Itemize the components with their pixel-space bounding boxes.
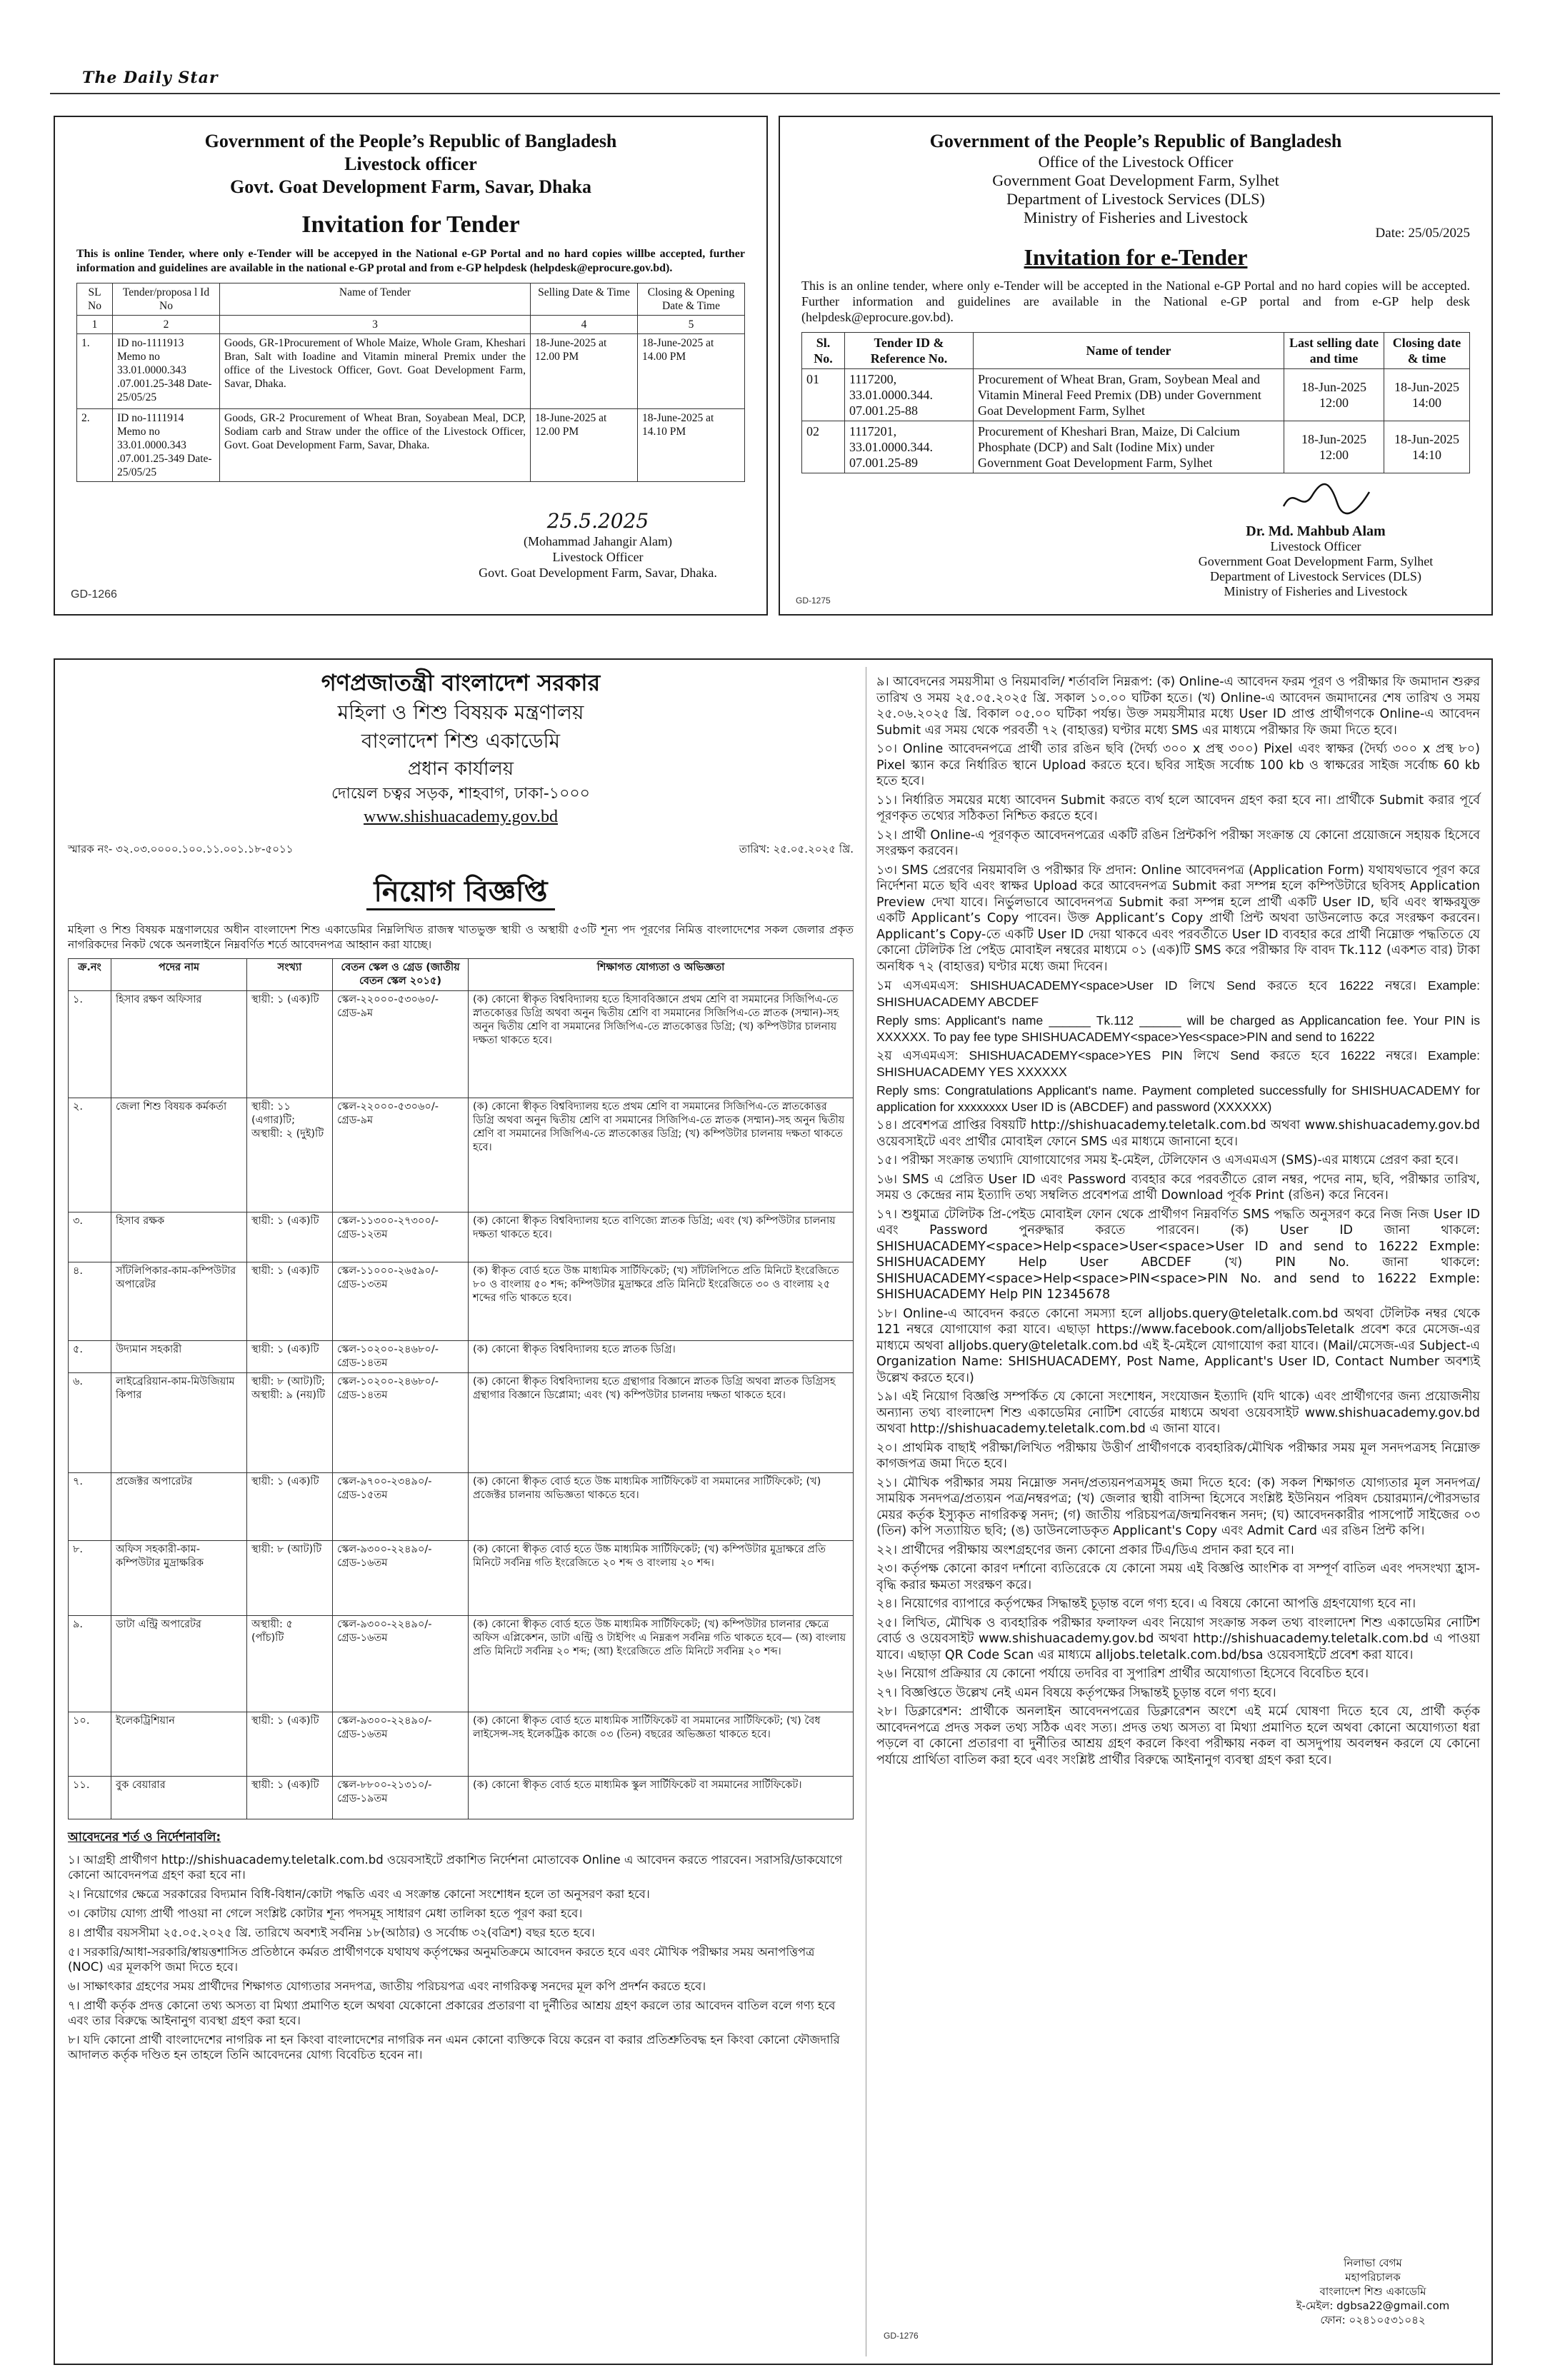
list-item: ১১। নির্ধারিত সময়ের মধ্যে আবেদন Submit করতে ব্যর্থ হলে আবেদন গ্রহণ করা হবে না। প্রার্থীকে Submit করার পূর্বে পূরণকৃত তথ্যের সঠিকতা নিশ্চিত করতে হবে। <box>876 793 1480 823</box>
cell-req: (ক) স্বীকৃত বোর্ড হতে উচ্চ মাধ্যমিক সার্টিফিকেট; (খ) সাঁটলিপিতে প্রতি মিনিটে ইংরেজিতে ৮০ ও বাংলায় ৫০ শব্দ; কম্পিউটার মুদ্রাক্ষরে প্রতি মিনিটে ইংরেজিতে ৩০ ও বাংলায় ২৫ শব্দের গতি থাকতে হবে। <box>469 1262 854 1341</box>
cell-serial: ৪. <box>69 1262 111 1341</box>
ad1-col-sl: SL No <box>77 283 113 316</box>
ad2-signer-name: Dr. Md. Mahbub Alam <box>1246 523 1386 539</box>
ad3-memo-row <box>68 841 854 859</box>
list-item: ৬। সাক্ষাৎকার গ্রহণের সময় প্রার্থীদের শিক্ষাগত যোগ্যতার সনদপত্র, জাতীয় পরিচয়পত্র এবং নাগরিকত্ব সনদের মূল কপি প্রদর্শন করতে হবে। <box>68 1979 706 1993</box>
ad3-signer-name: নিলাভা বেগম <box>1344 2256 1402 2269</box>
ad2-signer-dept: Department of Livestock Services (DLS) <box>1210 569 1421 583</box>
cell-scale: স্কেল-২২০০০-৫৩০৬০/- গ্রেড-৯ম <box>333 1098 469 1212</box>
list-item: ২৭। বিজ্ঞপ্তিতে উল্লেখ নেই এমন বিষয়ে কর্তৃপক্ষের সিদ্ধান্তই চূড়ান্ত বলে গণ্য হবে। <box>876 1685 1276 1700</box>
ad2-farm-line: Government Goat Development Farm, Sylhet <box>992 171 1279 189</box>
ad3-signer-email: ই-মেইল: dgbsa22@gmail.com <box>1296 2299 1450 2312</box>
ad3-conditions <box>68 1828 854 2062</box>
cell-sell: 18-Jun-2025 12:00 <box>1284 369 1384 421</box>
list-item: ২৫। লিখিত, মৌখিক ও ব্যবহারিক পরীক্ষার ফলাফল এবং নিয়োগ সংক্রান্ত সকল তথ্য বাংলাদেশ শিশু একাডেমির নোটিশ বোর্ড ও ওয়েবসাইট www.shishuacademy.gov.bd অথবা http://shishuacademy.teletalk.com.bd এ পাওয়া যাবে। এছাড়া QR Code Scan এর মাধ্যমে alljobs.teletalk.com.bd/bsa ওয়েবসাইটে প্রবেশ করা যাবে। <box>876 1615 1480 1662</box>
ad3-posts-table <box>68 958 854 1819</box>
list-item: ২২। প্রার্থীদের পরীক্ষায় অংশগ্রহণের জন্য কোনো প্রকার টিএ/ডিএ প্রদান করা হবে না। <box>876 1542 1294 1557</box>
ad3-right-column <box>876 674 1480 1771</box>
cell-post: সাঁটলিপিকার-কাম-কম্পিউটার অপারেটর <box>111 1262 247 1341</box>
table-row <box>69 1712 854 1777</box>
ad3-col-count: সংখ্যা <box>247 959 333 991</box>
cell-id: ID no-1111913 Memo no 33.01.0000.343 .07.001.25-348 Date-25/05/25 <box>113 334 220 409</box>
cell-scale: স্কেল-৯৩০০-২২৪৯০/- গ্রেড-১৬তম <box>333 1712 469 1777</box>
ad3-intro: মহিলা ও শিশু বিষয়ক মন্ত্রণালয়ের অধীন বাংলাদেশ শিশু একাডেমির নিম্নলিখিত রাজস্ব খাতভুক্ত স্থায়ী ও অস্থায়ী ৫৩টি শূন্য পদ পূরণের নিমিত্ত বাংলাদেশের সকল জেলার প্রকৃত নাগরিকদের নিকট থেকে অনলাইনে নিম্নবর্ণিত শর্তে আবেদনপত্র আহ্বান করা যাচ্ছে। <box>68 923 854 951</box>
list-item: ১৩। SMS প্রেরণের নিয়মাবলি ও পরীক্ষার ফি প্রদান: Online আবেদনপত্র (Application Form) যথাযথভাবে পূরণ করে নির্দেশনা মতে ছবি এবং স্বাক্ষর Upload করে আবেদনপত্র Submit করা সম্পন্ন হলে কম্পিউটারে ছবিসহ Application Preview দেখা যাবে। নির্ভুলভাবে আবেদনপত্র Submit করা সম্পন্ন হলে প্রার্থী একটি User ID, ছবি এবং স্বাক্ষরযুক্ত একটি Applicant’s Copy পাবেন। উক্ত Applicant’s Copy প্রার্থী প্রিন্ট অথবা ডাউনলোড করে সংরক্ষণ করবেন। Applicant’s Copy-তে একটি User ID দেয়া থাকবে এবং পরবর্তীতে User ID ব্যবহার করে প্রার্থী নিম্নোক্ত পদ্ধতিতে যে কোনো টেলিটক প্রি পেইড মোবাইল নম্বরের মাধ্যমে ০১ (এক)টি SMS করে পরীক্ষার ফি বাবদ Tk.112 (একশত বার) টাকা অনধিক ৭২ (বাহাত্তর) ঘণ্টার মধ্যে জমা দিবেন। <box>876 863 1480 974</box>
ad2-signer-ministry: Ministry of Fisheries and Livestock <box>1224 584 1408 598</box>
ad1-signer-title: Livestock Officer <box>552 550 644 564</box>
cell-serial: ৩. <box>69 1212 111 1262</box>
list-item: ২। নিয়োগের ক্ষেত্রে সরকারের বিদ্যমান বিধি-বিধান/কোটা পদ্ধতি এবং এ সংক্রান্ত কোনো সংশোধন হলে তা অনুসরণ করা হবে। <box>68 1887 650 1901</box>
ad2-gov-line: Government of the People’s Republic of Bangladesh <box>929 131 1342 151</box>
list-item: ১৫। পরীক্ষা সংক্রান্ত তথ্যাদি যোগাযোগের সময় ই-মেইল, টেলিফোন ও এসএমএস (SMS)-এর মাধ্যমে প্রেরণ করা হবে। <box>876 1153 1459 1168</box>
list-item: ২৮। ডিক্লারেশন: প্রার্থীকে অনলাইন আবেদনপত্রের ডিক্লারেশন অংশে এই মর্মে ঘোষণা দিতে হবে যে, প্রার্থী কর্তৃক আবেদনপত্রে প্রদত্ত সকল তথ্য সঠিক এবং সত্য। প্রদত্ত তথ্য অসত্য বা মিথ্যা প্রমাণিত হলে অথবা কোনো অযোগ্যতা ধরা পড়লে বা কোনো প্রতারণা বা দুর্নীতির আশ্রয় গ্রহণ করলে কিংবা পরীক্ষায় নকল বা অসদুপায় অবলম্বন করলে যে কোনো পর্যায়ে প্রার্থিতা বাতিল করা হবে এবং সংশ্লিষ্ট প্রার্থীর বিরুদ্ধে আইনানুগ ব্যবস্থা গ্রহণ করা হবে। <box>876 1704 1480 1767</box>
cell-post: হিসাব রক্ষক <box>111 1212 247 1262</box>
ad2-gd-code: GD-1275 <box>796 596 831 606</box>
cell-count: স্থায়ী: ১ (এক)টি <box>247 991 333 1098</box>
cell-name: Procurement of Kheshari Bran, Maize, Di Calcium Phosphate (DCP) and Salt (Iodine Mix) under Government Goat Development Farm, Sylhet <box>974 421 1284 473</box>
ad1-gd-code: GD-1266 <box>71 588 117 601</box>
cell-req: (ক) কোনো স্বীকৃত বিশ্ববিদ্যালয় হতে প্রথম শ্রেণি বা সমমানের সিজিপিএ-তে স্নাতকোত্তর ডিগ্রি অথবা অনুন দ্বিতীয় শ্রেণি বা সমমানের সিজিপিএ-তে স্নাতক (সম্মান)-সহ অনুন দ্বিতীয় শ্রেণি বা সমমানের সিজিপিএ-তে স্নাতকোত্তর ডিগ্রি; (খ) কম্পিউটার চালনায় দক্ষতা থাকতে হবে। <box>469 1098 854 1212</box>
cell-serial: ৫. <box>69 1341 111 1373</box>
ad2-col-name: Name of tender <box>974 333 1284 369</box>
ad2-dept-line: Department of Livestock Services (DLS) <box>1006 190 1265 208</box>
cell-req: (ক) কোনো স্বীকৃত বোর্ড হতে উচ্চ মাধ্যমিক সার্টিফিকেট বা সমমানের সার্টিফিকেট; (খ) প্রজেক্টর চালনায় অভিজ্ঞতা থাকতে হবে। <box>469 1473 854 1541</box>
cell-count: স্থায়ী: ১ (এক)টি <box>247 1473 333 1541</box>
newspaper-masthead: The Daily Star <box>82 69 219 87</box>
ad3-office: প্রধান কার্যালয় <box>407 758 514 780</box>
cell-count: স্থায়ী: ১ (এক)টি <box>247 1777 333 1819</box>
ad2-col-id: Tender ID & Reference No. <box>845 333 974 369</box>
list-item: ১০। Online আবেদনপত্রে প্রার্থী তার রঙিন ছবি (দৈর্ঘ্য ৩০০ x প্রস্থ ৩০০) Pixel এবং স্বাক্ষর (দৈর্ঘ্য ৩০০ x প্রস্থ ৮০) Pixel স্ক্যান করে নির্ধারিত স্থানে Upload করতে হবে। ছবির সাইজ সর্বোচ্চ 100 kb ও স্বাক্ষরের সাইজ সর্বোচ্চ 60 kb হতে হবে। <box>876 742 1480 788</box>
cell-post: জেলা শিশু বিষয়ক কর্মকর্তা <box>111 1098 247 1212</box>
ad3-date: তারিখ: ২৫.০৫.২০২৫ খ্রি. <box>739 843 854 855</box>
cell-post: উদ্যমান সহকারী <box>111 1341 247 1373</box>
list-item: ৯। আবেদনের সময়সীমা ও নিয়মাবলি/ শর্তাবলি নিম্নরূপ: (ক) Online-এ আবেদন ফরম পূরণ ও পরীক্ষার ফি জমাদান শুরুর তারিখ ও সময় ২৫.০৫.২০২৫ খ্রি. সকাল ১০.০০ ঘটিকা হতে। (খ) Online-এ আবেদন জমাদানের শেষ তারিখ ও সময় ২৫.০৬.২০২৫ খ্রি. বিকাল ০৫.০০ ঘটিকা পর্যন্ত। উক্ত সময়সীমার মধ্যে User ID প্রাপ্ত প্রার্থীগণকে Online-এ আবেদন Submit এর সময় থেকে পরবর্তী ৭২ (বাহাত্তর) ঘণ্টার মধ্যে SMS এর মাধ্যমে পরীক্ষার ফি জমা দিতে হবে। <box>876 675 1480 738</box>
cell-sl: 2. <box>77 409 113 482</box>
ad1-signature-block <box>455 509 741 581</box>
cell-post: বুক বেয়ারার <box>111 1777 247 1819</box>
list-item: ১৮। Online-এ আবেদন করতে কোনো সমস্যা হলে alljobs.query@teletalk.com.bd অথবা টেলিটক নম্বর থেকে 121 নম্বরে যোগাযোগ করা যাবে। এছাড়া https://www.facebook.com/alljobsTeletalk প্রবেশ করে মেসেজ-এর মাধ্যমে অথবা alljobs.query@teletalk.com.bd এই ই-মেইলে যোগাযোগ করা যাবে। (Mail/মেসেজ-এর Subject-এ Organization Name: SHISHUACADEMY, Post Name, Applicant's User ID, Contact Number অবশ্যই উল্লেখ করতে হবে।) <box>876 1306 1480 1385</box>
table-row <box>77 334 745 409</box>
ad2-intro: This is an online tender, where only e-Tender will be accepted in the National e-GP Portal and no hard copies will be accepted. Further information and guidelines are available in the National e-GP portal and from e-GP help desk (helpdesk@eprocure.gov.bd). <box>801 278 1470 324</box>
cell-post: প্রজেক্টর অপারেটর <box>111 1473 247 1541</box>
cell-id: ID no-1111914 Memo no 33.01.0000.343 .07.001.25-349 Date-25/05/25 <box>113 409 220 482</box>
cell-serial: ৭. <box>69 1473 111 1541</box>
ad2-signature-icon <box>1280 478 1373 521</box>
cell-post: অফিস সহকারী-কাম-কম্পিউটার মুদ্রাক্ষরিক <box>111 1541 247 1616</box>
cell-post: লাইব্রেরিয়ান-কাম-মিউজিয়াম কিপার <box>111 1373 247 1473</box>
ad3-academy: বাংলাদেশ শিশু একাডেমি <box>361 729 561 753</box>
ad1-colnum: 2 <box>113 316 220 334</box>
ad2-signature-block <box>1151 524 1480 599</box>
ad2-signer-office: Government Goat Development Farm, Sylhet <box>1198 554 1434 568</box>
ad3-address: দোয়েল চত্বর সড়ক, শাহবাগ, ঢাকা-১০০০ <box>331 785 590 803</box>
cell-serial: ৯. <box>69 1616 111 1712</box>
ad3-signature-block <box>1269 2256 1476 2327</box>
ad3-ministry: মহিলা ও শিশু বিষয়ক মন্ত্রণালয় <box>337 701 584 724</box>
cell-name: Goods, GR-1Procurement of Whole Maize, Whole Gram, Kheshari Bran, Salt with Ioadine and Vitamin mineral Premix under the office of the Livestock Officer, Govt. Goat Development Farm, Savar, Dhaka. <box>220 334 531 409</box>
cell-count: স্থায়ী: ১ (এক)টি <box>247 1341 333 1373</box>
table-row <box>802 421 1470 473</box>
ad1-colnum: 3 <box>220 316 531 334</box>
ad1-farm-line: Govt. Goat Development Farm, Savar, Dhaka <box>229 176 591 197</box>
ad3-gd-code: GD-1276 <box>884 2331 919 2341</box>
cell-close: 18-Jun-2025 14:10 <box>1384 421 1470 473</box>
ad3-col-post: পদের নাম <box>111 959 247 991</box>
sms-step: ২য় এসএমএস: SHISHUACADEMY<space>YES PIN লিখে Send করতে হবে 16222 নম্বরে। Example: SHISHUACADEMY YES XXXXXX <box>876 1048 1480 1079</box>
ad3-memo: স্মারক নং- ৩২.০৩.০০০০.১০০.১১.০০১.১৮-৫০১১ <box>68 843 294 855</box>
cell-serial: ১১. <box>69 1777 111 1819</box>
list-item: ১৪। প্রবেশপত্র প্রাপ্তির বিষয়টি http://shishuacademy.teletalk.com.bd অথবা www.shishuacademy.gov.bd ওয়েবসাইটে এবং প্রার্থীর মোবাইল ফোনে SMS এর মাধ্যমে জানানো হবে। <box>876 1118 1480 1149</box>
cell-close: 18-June-2025 at 14.00 PM <box>638 334 745 409</box>
ad3-website[interactable]: www.shishuacademy.gov.bd <box>364 808 558 826</box>
table-row <box>69 1341 854 1373</box>
list-item: ১৯। এই নিয়োগ বিজ্ঞপ্তি সম্পর্কিত যে কোনো সংশোধন, সংযোজন ইত্যাদি (যদি থাকে) এবং প্রার্থীগণের জন্য প্রয়োজনীয় অন্যান্য তথ্য বাংলাদেশ শিশু একাডেমির নোটিশ বোর্ডের মাধ্যমে অথবা ওয়েবসাইট www.shishuacademy.gov.bd অথবা http://shishuacademy.teletalk.com.bd এ জানা যাবে। <box>876 1390 1480 1436</box>
ad3-conditions-title: আবেদনের শর্ত ও নির্দেশনাবলি: <box>68 1830 221 1844</box>
cell-sl: 01 <box>802 369 845 421</box>
list-item: ১৬। SMS এ প্রেরিত User ID এবং Password ব্যবহার করে পরবর্তীতে রোল নম্বর, পদের নাম, ছবি, পরীক্ষার তারিখ, সময় ও কেন্দ্রের নাম ইত্যাদি তথ্য সম্বলিত প্রবেশপত্র প্রার্থী Download পূর্বক Print (রঙিন) করে নিবেন। <box>876 1172 1480 1202</box>
ad1-colnum: 4 <box>531 316 638 334</box>
cell-sell: 18-June-2025 at 12.00 PM <box>531 409 638 482</box>
cell-req: (ক) কোনো স্বীকৃত বিশ্ববিদ্যালয় হতে বাণিজ্যে স্নাতক ডিগ্রি; এবং (খ) কম্পিউটার চালনায় দক্ষতা থাকতে হবে। <box>469 1212 854 1262</box>
ad1-office-line: Livestock officer <box>344 154 477 174</box>
cell-count: অস্থায়ী: ৫ (পাঁচ)টি <box>247 1616 333 1712</box>
ad1-colnum: 1 <box>77 316 113 334</box>
cell-count: স্থায়ী: ৮ (আট)টি; অস্থায়ী: ৯ (নয়)টি <box>247 1373 333 1473</box>
ad2-col-sell: Last selling date and time <box>1284 333 1384 369</box>
cell-count: স্থায়ী: ১ (এক)টি <box>247 1712 333 1777</box>
list-item: ৭। প্রার্থী কর্তৃক প্রদত্ত কোনো তথ্য অসত্য বা মিথ্যা প্রমাণিত হলে অথবা যেকোনো প্রকারের প্রতারণা বা দুর্নীতির আশ্রয় গ্রহণ করলে তার আবেদন বাতিল বলে গণ্য হবে এবং তার বিরুদ্ধে আইনানুগ ব্যবস্থা গ্রহণ করা হবে। <box>68 1999 836 2027</box>
ad3-col-scale: বেতন স্কেল ও গ্রেড (জাতীয় বেতন স্কেল ২০১৫) <box>333 959 469 991</box>
ad1-col-name: Name of Tender <box>220 283 531 316</box>
list-item: ২০। প্রাথমিক বাছাই পরীক্ষা/লিখিত পরীক্ষায় উত্তীর্ণ প্রার্থীগণকে ব্যবহারিক/মৌখিক পরীক্ষার সময় মূল সনদপত্রসহ নিম্নোক্ত কাগজপত্র জমা দিতে হবে। <box>876 1440 1480 1471</box>
table-row <box>69 1098 854 1212</box>
cell-serial: ১. <box>69 991 111 1098</box>
ad2-office-line: Office of the Livestock Officer <box>1038 153 1234 171</box>
ad3-left-column <box>68 667 854 2067</box>
cell-scale: স্কেল-১০২০০-২৪৬৮০/- গ্রেড-১৪তম <box>333 1373 469 1473</box>
table-row <box>69 1373 854 1473</box>
ad3-col-serial: ক্র.নং <box>69 959 111 991</box>
cell-sell: 18-June-2025 at 12.00 PM <box>531 334 638 409</box>
table-row <box>69 991 854 1098</box>
cell-scale: স্কেল-২২০০০-৫৩০৬০/- গ্রেড-৯ম <box>333 991 469 1098</box>
cell-name: Procurement of Wheat Bran, Gram, Soybean Meal and Vitamin Mineral Feed Premix (DB) under Government Goat Development Farm, Sylhet <box>974 369 1284 421</box>
cell-req: (ক) কোনো স্বীকৃত বিশ্ববিদ্যালয় হতে স্নাতক ডিগ্রি। <box>469 1341 854 1373</box>
cell-post: ডাটা এন্ট্রি অপারেটর <box>111 1616 247 1712</box>
ad2-title: Invitation for e-Tender <box>1024 244 1248 270</box>
list-item: ২৬। নিয়োগ প্রক্রিয়ার যে কোনো পর্যায়ে তদবির বা সুপারিশ প্রার্থীর অযোগ্যতা হিসেবে বিবেচিত হবে। <box>876 1667 1369 1681</box>
ad1-col-sell: Selling Date & Time <box>531 283 638 316</box>
list-item: ৫। সরকারি/আধা-সরকারি/স্বায়ত্তশাসিত প্রতিষ্ঠানে কর্মরত প্রার্থীগণকে যথাযথ কর্তৃপক্ষের অনুমতিক্রমে আবেদন করতে হবে এবং মৌখিক পরীক্ষার সময় অনাপত্তিপত্র (NOC) এর মূলকপি জমা দিতে হবে। <box>68 1945 815 1974</box>
ad-savar-tender <box>54 116 768 616</box>
ad1-tender-table <box>76 283 745 482</box>
cell-id: 1117200, 33.01.0000.344. 07.001.25-88 <box>845 369 974 421</box>
list-item: ৪। প্রার্থীর বয়সসীমা ২৫.০৫.২০২৫ খ্রি. তারিখে অবশ্যই সর্বনিম্ন ১৮(আঠার) ও সর্বোচ্চ ৩২(বত্রিশ) বছর হতে হবে। <box>68 1926 595 1939</box>
list-item: ২১। মৌখিক পরীক্ষার সময় নিম্নোক্ত সনদ/প্রত্যয়নপত্রসমূহ জমা দিতে হবে: (ক) সকল শিক্ষাগত যোগ্যতার মূল সনদপত্র/সাময়িক সনদপত্র/প্রত্যয়ন পত্র/নম্বরপত্র; (খ) জেলার স্থায়ী বাসিন্দা হিসেবে সংশ্লিষ্ট ইউনিয়ন পরিষদ চেয়ারম্যান/পৌরসভার মেয়র কর্তৃক ইস্যুকৃত নাগরিকত্ব সনদ; (গ) জাতীয় পরিচয়পত্র/জন্মনিবন্ধন সনদ; (ঘ) আবেদনকারীর পাসপোর্ট সাইজের ০৩ (তিন) কপি সত্যায়িত ছবি; (ঙ) ডাউনলোডকৃত Applicant's Copy এবং Admit Card এর রঙিন প্রিন্ট কপি। <box>876 1475 1480 1538</box>
cell-count: স্থায়ী: ১১ (এগার)টি; অস্থায়ী: ২ (দুই)টি <box>247 1098 333 1212</box>
cell-req: (ক) কোনো স্বীকৃত বোর্ড হতে মাধ্যমিক সার্টিফিকেট বা সমমানের সার্টিফিকেট; (খ) বৈধ লাইসেন্স-সহ ইলেকট্রিক কাজে ০৩ (তিন) বছরের অভিজ্ঞতা থাকতে হবে। <box>469 1712 854 1777</box>
cell-sl: 1. <box>77 334 113 409</box>
masthead-rule <box>50 93 1500 94</box>
cell-serial: ১০. <box>69 1712 111 1777</box>
ad3-signer-title: মহাপরিচালক <box>1345 2271 1401 2284</box>
cell-scale: স্কেল-৮৮০০-২১৩১০/- গ্রেড-১৯তম <box>333 1777 469 1819</box>
ad2-col-sl: Sl. No. <box>802 333 845 369</box>
cell-post: ইলেকট্রিশিয়ান <box>111 1712 247 1777</box>
table-row <box>69 1212 854 1262</box>
cell-scale: স্কেল-১০২০০-২৪৬৮০/- গ্রেড-১৪তম <box>333 1341 469 1373</box>
cell-req: (ক) কোনো স্বীকৃত বোর্ড হতে উচ্চ মাধ্যমিক সার্টিফিকেট; (খ) কম্পিউটার মুদ্রাক্ষরে প্রতি মিনিটে সর্বনিম্ন গতি ইংরেজিতে ২০ শব্দ ও বাংলায় ২০ শব্দ। <box>469 1541 854 1616</box>
list-item: ১২। প্রার্থী Online-এ পূরণকৃত আবেদনপত্রের একটি রঙিন প্রিন্টকপি পরীক্ষা সংক্রান্ত যে কোনো প্রয়োজনে সহায়ক হিসেবে সংরক্ষণ করবেন। <box>876 828 1480 858</box>
ad3-col-req: শিক্ষাগত যোগ্যতা ও অভিজ্ঞতা <box>469 959 854 991</box>
ad-shishu-academy-recruitment <box>54 658 1493 2365</box>
ad3-signer-org: বাংলাদেশ শিশু একাডেমি <box>1319 2285 1426 2298</box>
cell-count: স্থায়ী: ১ (এক)টি <box>247 1262 333 1341</box>
cell-req: (ক) কোনো স্বীকৃত বোর্ড হতে উচ্চ মাধ্যমিক সার্টিফিকেট; (খ) কম্পিউটার চালনার ক্ষেত্রে অফিস এপ্লিকেশন, ডাটা এন্ট্রি ও টাইপিং এ নিম্নরূপ সর্বনিম্ন গতি থাকতে হবে— (অ) বাংলায় প্রতি মিনিটে সর্বনিম্ন ২০ শব্দ; (আ) ইংরেজিতে প্রতি মিনিটে সর্বনিম্ন ২০ শব্দ। <box>469 1616 854 1712</box>
ad2-col-close: Closing date & time <box>1384 333 1470 369</box>
table-row <box>69 1541 854 1616</box>
cell-sell: 18-Jun-2025 12:00 <box>1284 421 1384 473</box>
cell-req: (ক) কোনো স্বীকৃত বিশ্ববিদ্যালয় হতে গ্রন্থাগার বিজ্ঞানে স্নাতক ডিগ্রি অথবা স্নাতক ডিগ্রিসহ গ্রন্থাগার বিজ্ঞানে ডিপ্লোমা; এবং (খ) কম্পিউটার চালনায় দক্ষতা থাকতে হবে। <box>469 1373 854 1473</box>
ad2-date: Date: 25/05/2025 <box>1375 226 1470 241</box>
sms-reply: Reply sms: Congratulations Applicant's name. Payment completed successfully for SHISHUACADEMY for application for xxxxxxxx User ID is (ABCDEF) and password (XXXXXX) <box>876 1083 1480 1114</box>
sms-step: ১ম এসএমএস: SHISHUACADEMY<space>User ID লিখে Send করতে হবে 16222 নম্বরে। Example: SHISHUACADEMY ABCDEF <box>876 978 1480 1009</box>
cell-scale: স্কেল-১১৩০০-২৭৩০০/- গ্রেড-১২তম <box>333 1212 469 1262</box>
ad2-tender-table <box>801 332 1470 473</box>
cell-post: হিসাব রক্ষণ অফিসার <box>111 991 247 1098</box>
cell-scale: স্কেল-৯৩০০-২২৪৯০/- গ্রেড-১৬তম <box>333 1541 469 1616</box>
ad1-gov-line: Government of the People’s Republic of Bangladesh <box>204 131 617 151</box>
list-item: ৩। কোটায় যোগ্য প্রার্থী পাওয়া না গেলে সংশ্লিষ্ট কোটার শূন্য পদসমূহ সাধারণ মেধা তালিকা হতে পূরণ করা হবে। <box>68 1907 583 1920</box>
ad1-intro: This is online Tender, where only e-Tender will be accepyed in the National e-GP Portal and no hard copies willbe accepted, further information and guidelines are available in the national e-GP protal and from e-GP helpdesk (helpdesk@eprocure.gov.bd). <box>76 248 745 274</box>
list-item: ১৭। শুধুমাত্র টেলিটক প্রি-পেইড মোবাইল ফোন থেকে প্রার্থীগণ নিম্নবর্ণিত SMS পদ্ধতি অনুসরণ করে নিজ নিজ User ID এবং Password পুনরুদ্ধার করতে পারবেন। (ক) User ID জানা থাকলে: SHISHUACADEMY<space>Help<space>User<space>User ID and send to 16222 Exmple: SHISHUACADEMY Help User ABCDEF (খ) PIN No. জানা থাকলে: SHISHUACADEMY<space>Help<space>PIN<space>PIN No. and send to 16222 Exmple: SHISHUACADEMY Help PIN 12345678 <box>876 1207 1480 1302</box>
ad2-ministry-line: Ministry of Fisheries and Livestock <box>1023 209 1249 226</box>
ad1-signer-name: (Mohammad Jahangir Alam) <box>524 534 672 548</box>
ad3-signer-phone: ফোন: ০২৪১০৫৩১০৪২ <box>1320 2314 1426 2326</box>
cell-req: (ক) কোনো স্বীকৃত বিশ্ববিদ্যালয় হতে হিসাববিজ্ঞানে প্রথম শ্রেণি বা সমমানের সিজিপিএ-তে স্নাতকোত্তর ডিগ্রি অথবা অনুন দ্বিতীয় শ্রেণি বা সমমানের সিজিপিএ-তে স্নাতক (সম্মান)-সহ অনুন দ্বিতীয় শ্রেণি বা সমমানের সিজিপিএ-তে স্নাতকোত্তর ডিগ্রি; (খ) কম্পিউটার চালনায় দক্ষতা থাকতে হবে। <box>469 991 854 1098</box>
table-row <box>69 1616 854 1712</box>
ad3-gov: গণপ্রজাতন্ত্রী বাংলাদেশ সরকার <box>321 669 601 696</box>
ad2-signer-title: Livestock Officer <box>1270 539 1361 553</box>
list-item: ২৪। নিয়োগের ব্যাপারে কর্তৃপক্ষের সিদ্ধান্তই চূড়ান্ত বলে গণ্য হবে। এ বিষয়ে কোনো আপত্তি গ্রহণযোগ্য হবে না। <box>876 1597 1416 1611</box>
ad1-title: Invitation for Tender <box>301 211 520 238</box>
cell-scale: স্কেল-৯৭০০-২৩৪৯০/- গ্রেড-১৫তম <box>333 1473 469 1541</box>
cell-count: স্থায়ী: ১ (এক)টি <box>247 1212 333 1262</box>
list-item: ২৩। কর্তৃপক্ষ কোনো কারণ দর্শানো ব্যতিরেকে যে কোনো সময় এই বিজ্ঞপ্তি আংশিক বা সম্পূর্ণ বাতিল এবং পদসংখ্যা হ্রাস-বৃদ্ধি করার ক্ষমতা সংরক্ষণ করে। <box>876 1562 1480 1592</box>
cell-id: 1117201, 33.01.0000.344. 07.001.25-89 <box>845 421 974 473</box>
table-row <box>802 369 1470 421</box>
cell-close: 18-June-2025 at 14.10 PM <box>638 409 745 482</box>
ad1-signature-date: 25.5.2025 <box>546 509 649 533</box>
cell-name: Goods, GR-2 Procurement of Wheat Bran, Soyabean Meal, DCP, Sodiam carb and Straw under the office of the Livestock Officer, Govt. Goat Development Farm, Savar, Dhaka. <box>220 409 531 482</box>
table-row <box>69 1777 854 1819</box>
table-row <box>77 409 745 482</box>
sms-reply: Reply sms: Applicant's name ______ Tk.112 ______ will be charged as Applicancation fee. Your PIN is XXXXXX. To pay fee type SHISHUACADEMY<space>Yes<space>PIN and send to 16222 <box>876 1013 1480 1044</box>
list-item: ৮। যদি কোনো প্রার্থী বাংলাদেশের নাগরিক না হন কিংবা বাংলাদেশের নাগরিক নন এমন কোনো ব্যক্তিকে বিয়ে করেন বা করার প্রতিশ্রুতিবদ্ধ হন কিংবা কোনো ফৌজদারি আদালত কর্তৃক দণ্ডিত হন তাহলে তিনি আবেদনের যোগ্য বিবেচিত হবেন না। <box>68 2033 840 2062</box>
cell-serial: ২. <box>69 1098 111 1212</box>
cell-sl: 02 <box>802 421 845 473</box>
cell-scale: স্কেল-৯৩০০-২২৪৯০/- গ্রেড-১৬তম <box>333 1616 469 1712</box>
ad1-col-close: Closing & Opening Date & Time <box>638 283 745 316</box>
table-row <box>69 1473 854 1541</box>
ad1-colnum: 5 <box>638 316 745 334</box>
cell-close: 18-Jun-2025 14:00 <box>1384 369 1470 421</box>
cell-req: (ক) কোনো স্বীকৃত বোর্ড হতে মাধ্যমিক স্কুল সার্টিফিকেট বা সমমানের সার্টিফিকেট। <box>469 1777 854 1819</box>
cell-count: স্থায়ী: ৮ (আট)টি <box>247 1541 333 1616</box>
cell-scale: স্কেল-১১০০০-২৬৫৯০/- গ্রেড-১৩তম <box>333 1262 469 1341</box>
cell-serial: ৬. <box>69 1373 111 1473</box>
ad1-col-id: Tender/proposa l Id No <box>113 283 220 316</box>
ad-sylhet-tender <box>779 116 1493 616</box>
ad3-title <box>68 869 854 917</box>
list-item: ১। আগ্রহী প্রার্থীগণ http://shishuacademy.teletalk.com.bd ওয়েবসাইটে প্রকাশিত নির্দেশনা মোতাবেক Online এ আবেদন করতে পারবেন। সরাসরি/ডাকযোগে কোনো আবেদনপত্র গ্রহণ করা হবে না। <box>68 1853 843 1882</box>
cell-serial: ৮. <box>69 1541 111 1616</box>
ad1-signer-office: Govt. Goat Development Farm, Savar, Dhaka. <box>479 566 717 580</box>
ad3-title-text: নিয়োগ বিজ্ঞপ্তি <box>366 875 554 910</box>
table-row <box>69 1262 854 1341</box>
